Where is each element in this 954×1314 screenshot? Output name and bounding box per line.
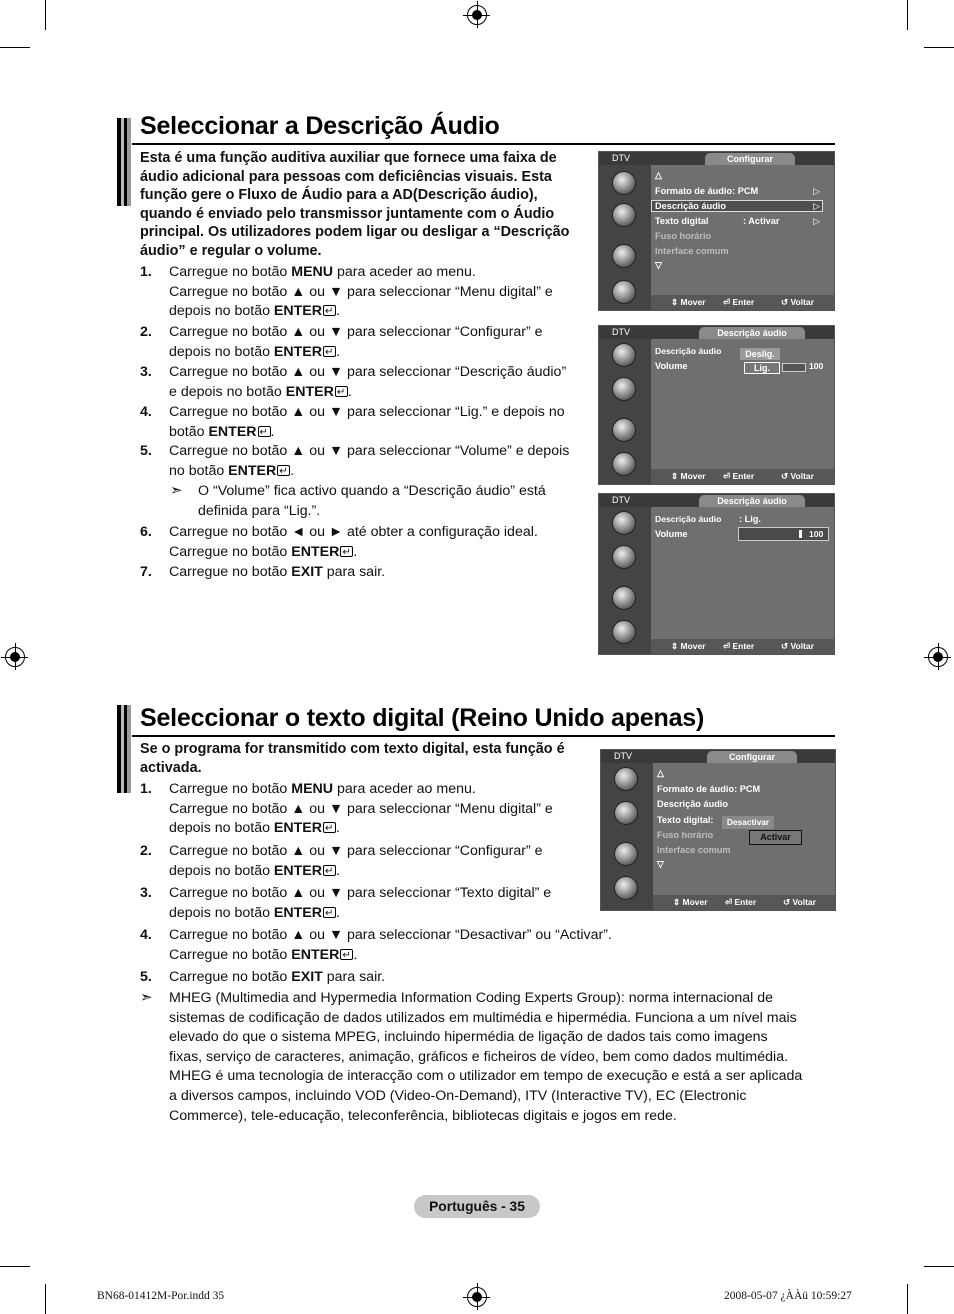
step-number: 3. [140,885,152,901]
section-bar [117,118,131,206]
osd-sidebar [599,507,651,654]
crop-mark [45,0,46,30]
osd-footer: ⇕ Mover ⏎ Enter ↺ Voltar [651,295,834,310]
sound-menu-icon [614,801,638,825]
osd-sidebar [599,339,651,484]
crop-mark [45,1284,46,1314]
osd-tab: Descrição áudio [699,495,805,507]
section1-rule [132,143,835,145]
sound-menu-icon [612,203,636,227]
picture-menu-icon [612,511,636,535]
step-number: 1. [140,264,152,280]
osd-screen-texto-digital: DTV Configurar △ Formato de áudio: PCM Descrição áudio Texto digital: Fuso horário Interface comum ▽ Desactivar Activar ⇕ Mover ⏎ Enter ↺ Voltar [600,749,836,911]
osd-footer: ⇕ Mover ⏎ Enter ↺ Voltar [653,895,835,910]
section1-note: O “Volume” fica activo quando a “Descrição áudio” está definida para “Lig.”. [198,483,546,519]
osd-option-off: Deslig. [740,348,780,360]
slug-left: BN68-01412M-Por.indd 35 [97,1290,225,1302]
step-3: Carregue no botão ▲ ou ▼ para seleccionar “Descrição áudio” e depois no botão ENTER↵ . [169,363,589,402]
crop-mark [907,0,908,30]
step-5: Carregue no botão ▲ ou ▼ para seleccionar “Volume” e depois no botão ENTER↵ . [169,442,589,481]
osd-volume-handle [799,530,802,538]
section-bar [117,705,131,793]
enter-icon [323,305,336,316]
enter-icon [340,949,353,960]
step-7: Carregue no botão EXIT para sair. [169,564,386,580]
enter-icon [340,546,353,557]
enter-icon [323,865,336,876]
registration-mark-icon [5,647,25,667]
step-number: 4. [140,927,152,943]
step-2: Carregue no botão ▲ ou ▼ para seleccionar “Configurar” e depois no botão ENTER↵ . [169,323,589,362]
section2-note: MHEG (Multimedia and Hypermedia Information Coding Experts Group): norma internacional de sistemas de codificação de dados utilizados em multimédia e hipermédia. Funciona a um nível mais elevado do que o sistema MPEG, incluindo hipermédia de ligação de dados tais como imagens fixas, serviço de caracteres, animação, gráficos e ficheiros de vídeo, bem como dados multimédia. MHEG é uma tecnologia de interacção com o utilizador em tempo de execução e está a ser aplicada a diversos campos, incluindo VOD (Video-On-Demand), ITV (Interactive TV), EC (Electronic Commerce), tele-educação, teleconferência, bibliotecas digitais e jogos em rede. [169,990,803,1124]
enter-icon [335,386,348,397]
osd-screen-descricao-audio-popup: DTV Descrição áudio Descrição áudio Volume Deslig. Lig. 100 ⇕ Mover ⏎ Enter ↺ Voltar [598,325,835,485]
step-4: Carregue no botão ▲ ou ▼ para seleccionar “Lig.” e depois no botão ENTER↵ . [169,403,589,442]
osd-tab: Descrição áudio [699,327,805,339]
osd-option-desactivar: Desactivar [722,816,774,829]
step-6: Carregue no botão ◄ ou ► até obter a configuração ideal. Carregue no botão ENTER↵ . [169,523,589,562]
step-number: 2. [140,324,152,340]
step-number: 7. [140,564,152,580]
osd-volume-slider [782,363,806,372]
picture-menu-icon [612,343,636,367]
osd-footer: ⇕ Mover ⏎ Enter ↺ Voltar [651,639,834,654]
registration-mark-icon [467,1287,487,1307]
input-menu-icon [612,452,636,476]
enter-icon [277,465,290,476]
step-number: 6. [140,524,152,540]
section2-rule [132,735,835,737]
osd-selected-row: Descrição áudio [652,201,822,211]
slug-right: 2008-05-07 ¿ÀÀü 10:59:27 [724,1290,852,1302]
picture-menu-icon [614,767,638,791]
enter-icon [323,907,336,918]
setup-menu-icon [612,586,636,610]
setup-menu-icon [612,244,636,268]
step-5: Carregue no botão EXIT para sair. [169,969,386,985]
input-menu-icon [612,280,636,304]
registration-mark-icon [467,5,487,25]
step-3: Carregue no botão ▲ ou ▼ para seleccionar “Texto digital” e depois no botão ENTER↵ . [169,884,589,923]
step-number: 4. [140,404,152,420]
step-1: Carregue no botão MENU para aceder ao menu. Carregue no botão ▲ ou ▼ para seleccionar “Menu digital” e depois no botão ENTER↵ . [169,263,589,322]
crop-mark [924,1266,954,1267]
registration-mark-icon [928,647,948,667]
note-arrow-icon: ➣ [140,989,153,1006]
step-number: 5. [140,969,152,985]
setup-menu-icon [612,418,636,442]
step-number: 2. [140,843,152,859]
enter-icon [258,426,271,437]
step-number: 5. [140,443,152,459]
osd-tab: Configurar [707,751,797,763]
osd-sidebar [601,763,653,910]
section2-title: Seleccionar o texto digital (Reino Unido apenas) [140,704,705,732]
step-2: Carregue no botão ▲ ou ▼ para seleccionar “Configurar” e depois no botão ENTER↵ . [169,842,589,881]
sound-menu-icon [612,545,636,569]
picture-menu-icon [612,171,636,195]
crop-mark [907,1284,908,1314]
step-1: Carregue no botão MENU para aceder ao menu. Carregue no botão ▲ ou ▼ para seleccionar “Menu digital” e depois no botão ENTER↵ . [169,780,589,839]
step-number: 1. [140,781,152,797]
crop-mark [0,1266,30,1267]
section1-title: Seleccionar a Descrição Áudio [140,112,500,140]
osd-screen-configurar: DTV Configurar △ Formato de áudio: PCM ▷ Descrição áudio ▷ Texto digital : Activar ▷ Fuso horário Interface comum ▽ ⇕ Mover ⏎ Enter ↺ Voltar [598,151,835,311]
note-arrow-icon: ➣ [170,482,183,499]
osd-option-on: Lig. [744,362,780,374]
setup-menu-icon [614,842,638,866]
osd-footer: ⇕ Mover ⏎ Enter ↺ Voltar [651,469,834,484]
osd-option-activar: Activar [749,830,802,845]
osd-tab: Configurar [705,153,795,165]
input-menu-icon [614,876,638,900]
page-number-label: Português - 35 [414,1195,540,1218]
step-number: 3. [140,364,152,380]
input-menu-icon [612,620,636,644]
section2-intro: Se o programa for transmitido com texto digital, esta função é activada. [140,741,565,776]
step-4: Carregue no botão ▲ ou ▼ para seleccionar “Desactivar” ou “Activar”. Carregue no botão ENTER↵ . [169,926,689,965]
sound-menu-icon [612,377,636,401]
osd-screen-volume: DTV Descrição áudio Descrição áudio : Lig. Volume 100 ⇕ Mover ⏎ Enter ↺ Voltar [598,493,835,655]
section1-intro: Esta é uma função auditiva auxiliar que fornece uma faixa de áudio adicional para pessoas com deficiências visuais. Esta função gere o Fluxo de Áudio para a AD(Descrição áudio), quando é enviado pelo transmissor juntamente com o Áudio principal. Os utilizadores podem ligar ou desligar a “Descrição áudio” e regular o volume. [140,150,570,259]
enter-icon [323,822,336,833]
crop-mark [0,47,30,48]
osd-sidebar [599,165,651,310]
crop-mark [924,47,954,48]
enter-icon [323,346,336,357]
